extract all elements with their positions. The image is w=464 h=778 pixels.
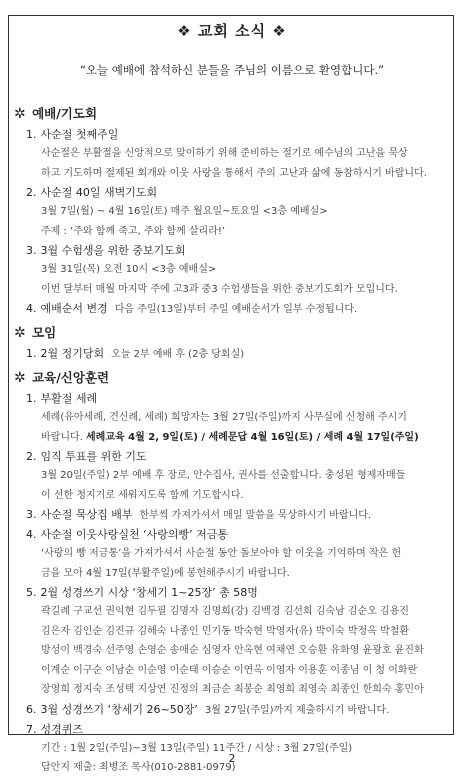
- section-education: [14, 369, 434, 387]
- item-text: 3월 20일(주일) 2부 예배 후 장로, 안수집사, 권사를 선출합니다. 충성된 형제자매들: [41, 470, 406, 481]
- section-meeting: [14, 324, 434, 342]
- list-item: 6. 3월 성경쓰기 ‘창세기 26~50장’ 3월 27일(주일)까지 제출하시기 바랍니다.: [26, 702, 390, 716]
- list-item: 1. 2월 정기당회 오늘 2부 예배 후 (2층 당회실): [26, 347, 245, 360]
- list-item: 3. 사순절 묵상집 배부 한부씩 가져가셔서 매일 말씀을 묵상하시기 바랍니다.: [26, 508, 372, 521]
- asterisk-icon: ✲: [14, 106, 26, 122]
- page-number: 2: [228, 752, 236, 765]
- name-list-row: 장영희 정지숙 조성택 지상연 진정의 최금순 최봉순 최영희 최영숙 최종인 한희숙 홍민아: [41, 684, 424, 695]
- list-item: 3. 3월 수험생을 위한 중보기도회: [26, 244, 186, 257]
- section-title: 교육/신앙훈련: [32, 370, 110, 385]
- item-text: 답안지 제출: 최병조 목사(010-2881-0979): [41, 762, 236, 773]
- item-text: 이 선한 청지기로 세워지도록 함께 기도합시다.: [41, 489, 244, 501]
- list-item: 1. 부활절 세례: [26, 392, 98, 405]
- item-text: 주제 : ‘주와 함께 죽고, 주와 함께 살리라!’: [41, 225, 226, 237]
- item-text: 기간 : 1월 2일(주일)~3월 13일(주일) 11주간 / 시상 : 3월 27일(주일): [41, 742, 353, 754]
- item-text: 사순절은 부활절을 신앙적으로 맞이하기 위해 준비하는 절기로 예수님의 고난을 묵상: [41, 148, 408, 159]
- section-title: 예배/기도회: [32, 106, 98, 121]
- list-item: 7. 성경퀴즈: [26, 722, 84, 736]
- list-item: 4. 사순절 이웃사랑실천 ‘사랑의빵’ 저금통: [26, 528, 228, 541]
- item-text: 하고 기도하며 절제된 회개와 이웃 사랑을 통해서 주의 고난과 삶에 동참하시기 바랍니다.: [41, 167, 427, 179]
- item-text: 금을 모아 4월 17일(부활주일)에 봉헌해주시기 바랍니다.: [41, 567, 290, 579]
- list-item: 4. 예배순서 변경 다음 주일(13일)부터 주일 예배순서가 일부 수정됩니다.: [26, 302, 358, 315]
- page-title: ❖ 교회 소식 ❖: [177, 22, 287, 40]
- bulletin-content: [14, 100, 434, 778]
- section-title: 모임: [32, 325, 57, 340]
- name-list-row: 이계순 이구순 이남순 이순영 이순태 이승순 이연옥 이영자 이용훈 이종님 이 청 이화란: [41, 664, 418, 676]
- list-item: 2. 사순절 40일 새벽기도회: [26, 186, 158, 199]
- list-item: 2. 임직 투표를 위한 기도: [26, 450, 147, 463]
- item-text: ‘사랑의 빵 저금통’을 가져가셔서 사순절 동안 돌보아야 할 이웃을 기억하며 작은 헌: [41, 548, 402, 559]
- list-item: 1. 사순절 첫째주일: [26, 128, 119, 141]
- item-text: 3월 7일(월) ~ 4월 16일(토) 매주 월요일~토요일 <3층 예배실>: [41, 206, 328, 217]
- name-list-row: 김은자 김인순 김진규 김해숙 나종인 민기동 박숙현 박영자(유) 박이숙 박정옥 박철환: [41, 625, 410, 637]
- asterisk-icon: ✲: [14, 325, 26, 341]
- name-list-row: 곽길례 구교선 권익현 김두필 김명자 김명희(강) 김백경 김선희 김숙남 김순오 김용진: [41, 606, 410, 617]
- name-list-row: 방성이 백경숙 선주영 손영순 송애순 심영자 안옥현 여채연 오승환 유화영 윤광호 윤진화: [41, 645, 424, 656]
- asterisk-icon: ✲: [14, 370, 26, 386]
- list-item: 5. 2월 성경쓰기 시상 ‘창세기 1~25장’ 총 58명: [26, 586, 258, 599]
- item-text: 3월 31일(목) 오전 10시 <3층 예배실>: [41, 264, 217, 275]
- welcome-message: “오늘 예배에 참석하신 분들을 주님의 이름으로 환영합니다.”: [79, 63, 385, 77]
- item-text: 세례(유아세례, 견신례, 세례) 희망자는 3월 27일(주일)까지 사무실에 신청해 주시기: [41, 412, 407, 423]
- item-text: 바랍니다. 세례교육 4월 2, 9일(토) / 세례문답 4월 16일(토) / 세례 4월 17일(주일): [41, 431, 419, 443]
- section-worship: [14, 105, 434, 123]
- item-text: 이번 달부터 매월 마지막 주에 고3과 중3 수험생들을 위한 중보기도회가 모입니다.: [41, 283, 398, 295]
